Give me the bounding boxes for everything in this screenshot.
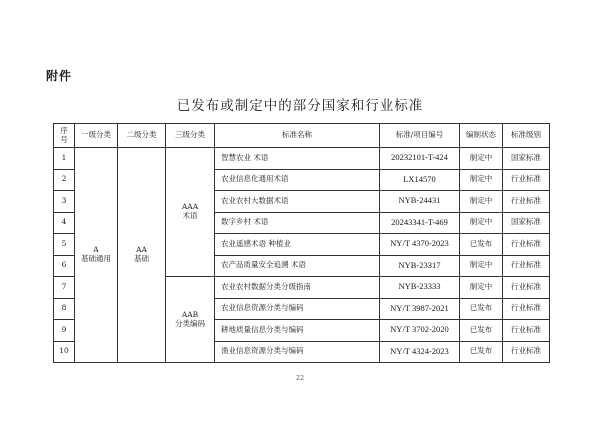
cell-code: NYB-24431 xyxy=(380,191,460,213)
header-name: 标准名称 xyxy=(215,124,380,148)
page-number: 22 xyxy=(295,374,305,382)
cell-seq: 4 xyxy=(54,212,75,234)
header-seq-line1: 序 xyxy=(60,125,68,135)
cell-level3-b xyxy=(166,277,215,363)
cell-name: 渔业信息资源分类与编码 xyxy=(215,341,380,363)
cell-seq: 7 xyxy=(54,277,75,299)
cell-status: 制定中 xyxy=(460,169,503,191)
header-code: 标准/项目编号 xyxy=(380,124,460,148)
cell-name: 智慧农业 术语 xyxy=(215,148,380,170)
cell-grade: 行业标准 xyxy=(503,341,550,363)
header-level3: 三级分类 xyxy=(166,124,215,148)
cell-level2 xyxy=(118,148,166,363)
level2-code: AA xyxy=(136,245,147,255)
cell-code: NY/T 3702-2020 xyxy=(380,320,460,342)
cell-seq: 5 xyxy=(54,234,75,256)
cell-code: NYB-23317 xyxy=(380,255,460,277)
cell-grade: 行业标准 xyxy=(503,169,550,191)
cell-name: 农产品质量安全追溯 术语 xyxy=(215,255,380,277)
cell-grade: 国家标准 xyxy=(503,148,550,170)
document-title: 已发布或制定中的部分国家和行业标准 xyxy=(176,98,424,114)
cell-code: NY/T 4370-2023 xyxy=(380,234,460,256)
cell-code: NY/T 4324-2023 xyxy=(380,341,460,363)
cell-status: 已发布 xyxy=(460,298,503,320)
header-status: 编制状态 xyxy=(460,124,503,148)
cell-name: 农业遥感术语 种植业 xyxy=(215,234,380,256)
cell-level1 xyxy=(75,148,118,363)
header-level1: 一级分类 xyxy=(75,124,118,148)
cell-grade: 行业标准 xyxy=(503,298,550,320)
cell-grade: 行业标准 xyxy=(503,277,550,299)
cell-status: 制定中 xyxy=(460,255,503,277)
cell-seq: 8 xyxy=(54,298,75,320)
attachment-label: 附件 xyxy=(46,69,73,83)
cell-status: 已发布 xyxy=(460,341,503,363)
level2-name: 基础 xyxy=(134,254,149,263)
standards-table xyxy=(53,123,550,363)
cell-name: 农业农村数据分类分级指南 xyxy=(215,277,380,299)
cell-grade: 国家标准 xyxy=(503,212,550,234)
level3-b-name: 分类编码 xyxy=(175,318,205,328)
cell-status: 已发布 xyxy=(460,234,503,256)
cell-seq: 9 xyxy=(54,320,75,342)
header-seq xyxy=(54,124,75,148)
header-grade: 标准级别 xyxy=(503,124,550,148)
header-seq-line2: 号 xyxy=(60,134,68,144)
cell-seq: 10 xyxy=(54,341,75,363)
cell-grade: 行业标准 xyxy=(503,234,550,256)
cell-name: 耕地质量信息分类与编码 xyxy=(215,320,380,342)
cell-seq: 1 xyxy=(54,148,75,170)
table-row xyxy=(54,148,550,170)
cell-code: NYB-23333 xyxy=(380,277,460,299)
level1-code: A xyxy=(93,245,99,255)
cell-level3-a xyxy=(166,148,215,277)
cell-seq: 6 xyxy=(54,255,75,277)
cell-status: 制定中 xyxy=(460,277,503,299)
header-level2: 二级分类 xyxy=(118,124,166,148)
cell-status: 制定中 xyxy=(460,212,503,234)
cell-status: 制定中 xyxy=(460,148,503,170)
cell-seq: 3 xyxy=(54,191,75,213)
level3-a-name: 术语 xyxy=(182,211,198,220)
cell-name: 农业农村大数据术语 xyxy=(215,191,380,213)
cell-grade: 行业标准 xyxy=(503,255,550,277)
cell-seq: 2 xyxy=(54,169,75,191)
cell-grade: 行业标准 xyxy=(503,191,550,213)
cell-code: NY/T 3987-2021 xyxy=(380,298,460,320)
cell-status: 已发布 xyxy=(460,320,503,342)
level1-name: 基础通用 xyxy=(81,254,111,263)
header-row xyxy=(54,124,550,148)
cell-code: LX14570 xyxy=(380,169,460,191)
cell-grade: 行业标准 xyxy=(503,320,550,342)
cell-code: 20232101-T-424 xyxy=(380,148,460,170)
level3-b-code: AAB xyxy=(181,309,199,319)
cell-name: 数字乡村 术语 xyxy=(215,212,380,234)
cell-name: 农业信息资源分类与编码 xyxy=(215,298,380,320)
cell-status: 制定中 xyxy=(460,191,503,213)
cell-name: 农业信息化通用术语 xyxy=(215,169,380,191)
cell-code: 20243341-T-469 xyxy=(380,212,460,234)
level3-a-code: AAA xyxy=(181,202,199,212)
